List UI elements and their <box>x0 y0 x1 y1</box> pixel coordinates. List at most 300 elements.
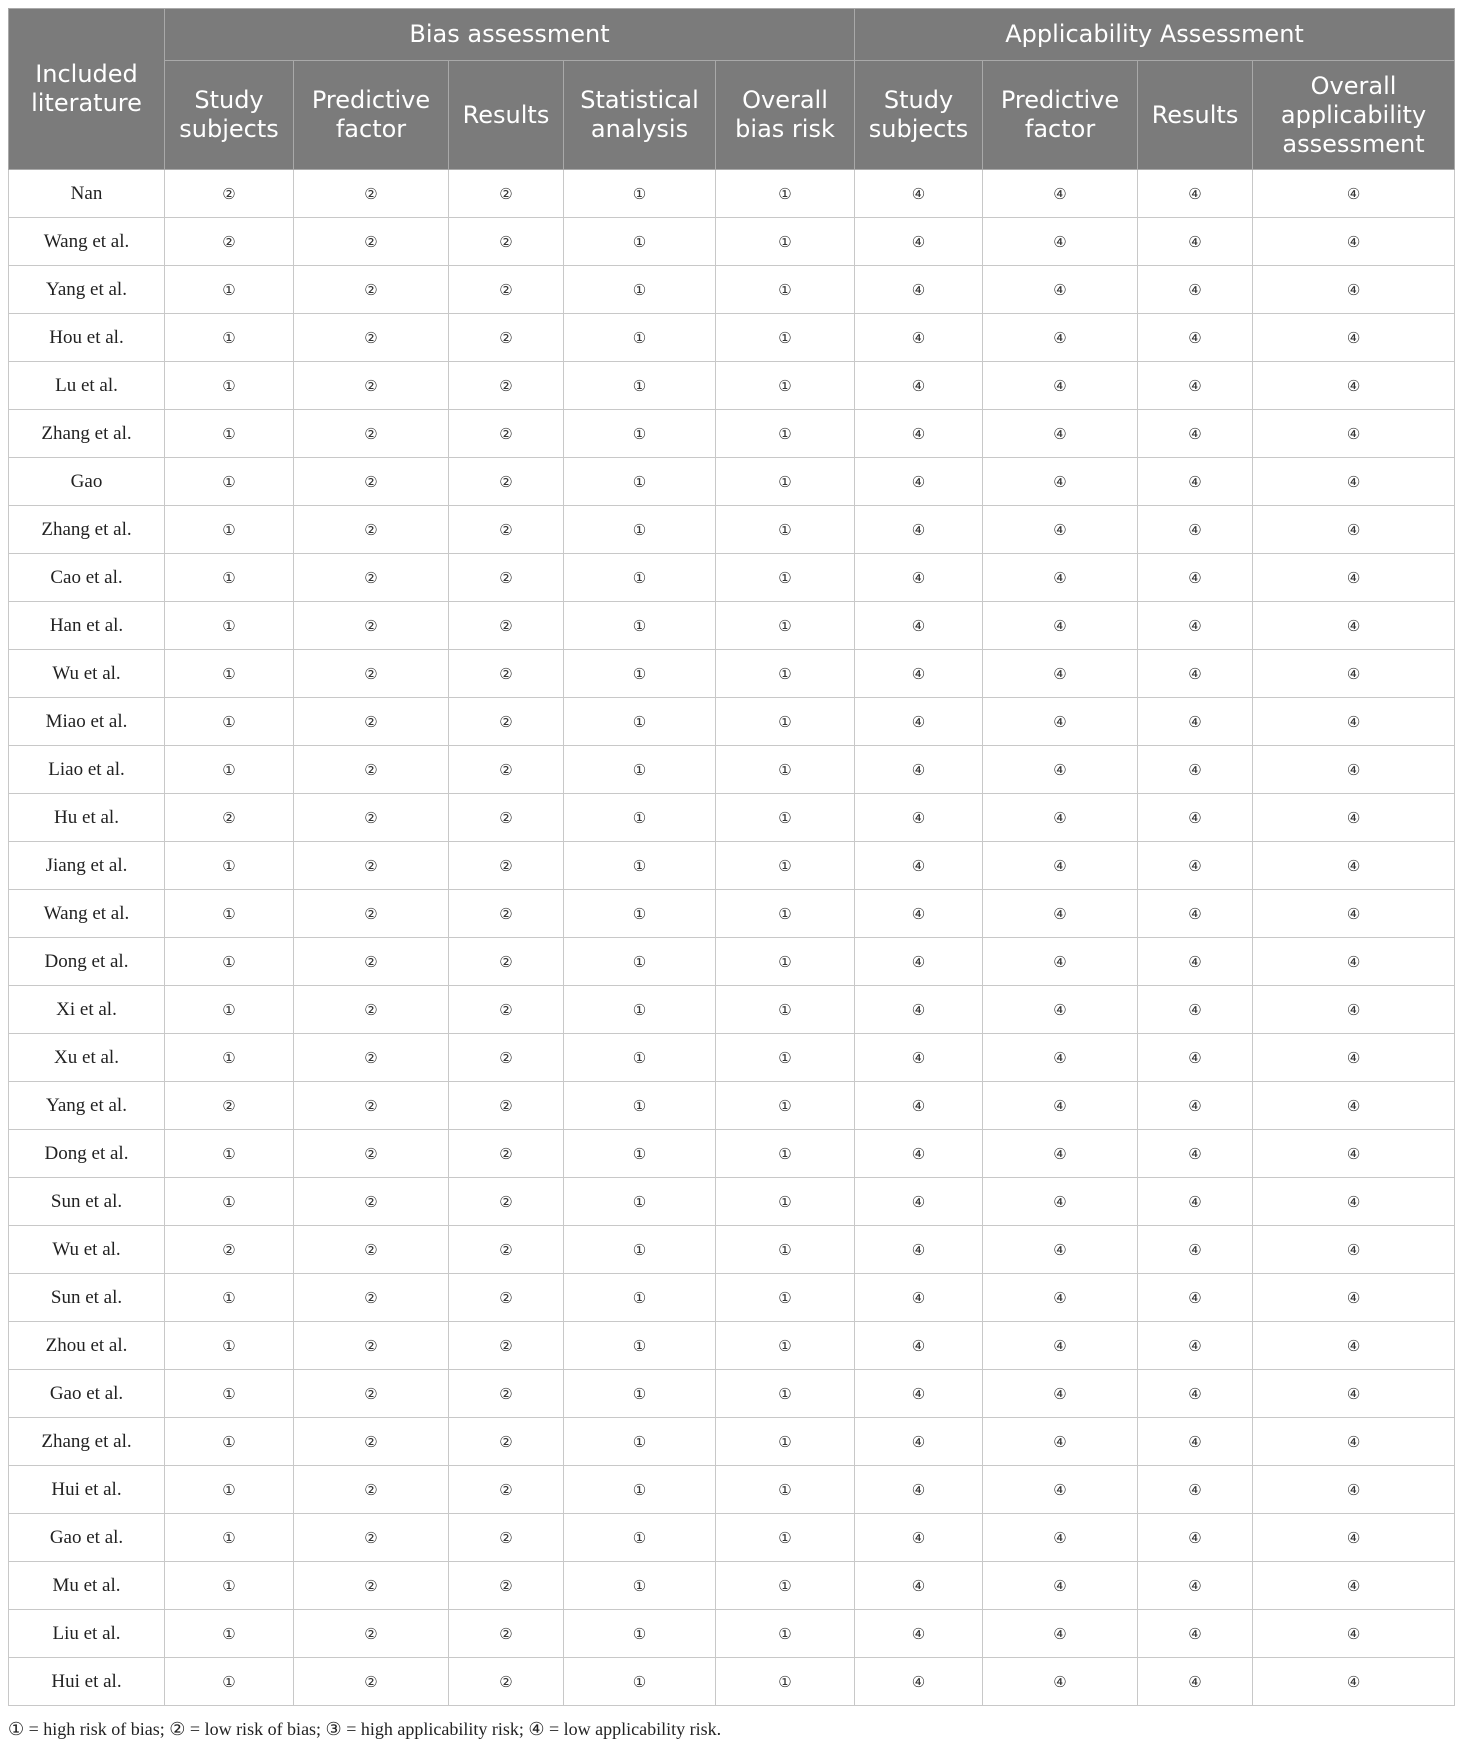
header-bias-predictive-factor: Predictive factor <box>294 61 449 170</box>
literature-cell: Cao et al. <box>9 554 165 602</box>
rating-cell: ④ <box>1138 1562 1253 1610</box>
literature-cell: Yang et al. <box>9 1082 165 1130</box>
literature-cell: Liu et al. <box>9 1610 165 1658</box>
rating-cell: ④ <box>1138 1274 1253 1322</box>
rating-cell: ① <box>564 890 716 938</box>
rating-cell: ④ <box>855 698 983 746</box>
rating-cell: ① <box>564 794 716 842</box>
rating-cell: ④ <box>983 554 1138 602</box>
rating-cell: ② <box>449 1466 564 1514</box>
table-row <box>9 458 1455 506</box>
rating-cell: ④ <box>1138 1514 1253 1562</box>
rating-cell: ② <box>449 890 564 938</box>
rating-cell: ② <box>449 986 564 1034</box>
table-row <box>9 218 1455 266</box>
rating-cell: ① <box>165 362 294 410</box>
header-app-results: Results <box>1138 61 1253 170</box>
rating-cell: ② <box>165 794 294 842</box>
table-row <box>9 746 1455 794</box>
rating-cell: ④ <box>1253 1226 1455 1274</box>
header-bias-results: Results <box>449 61 564 170</box>
rating-cell: ② <box>294 1322 449 1370</box>
rating-cell: ② <box>294 1130 449 1178</box>
rating-cell: ④ <box>1253 362 1455 410</box>
rating-cell: ④ <box>855 1370 983 1418</box>
rating-cell: ② <box>165 1226 294 1274</box>
rating-cell: ④ <box>1253 314 1455 362</box>
rating-cell: ① <box>564 1418 716 1466</box>
header-app-study-subjects: Study subjects <box>855 61 983 170</box>
rating-cell: ④ <box>1253 1274 1455 1322</box>
literature-cell: Gao et al. <box>9 1514 165 1562</box>
rating-cell: ④ <box>1253 1610 1455 1658</box>
rating-cell: ④ <box>983 1178 1138 1226</box>
rating-cell: ④ <box>1253 1562 1455 1610</box>
literature-cell: Wang et al. <box>9 890 165 938</box>
rating-cell: ② <box>294 890 449 938</box>
rating-cell: ④ <box>983 218 1138 266</box>
literature-cell: Dong et al. <box>9 938 165 986</box>
rating-cell: ④ <box>1138 266 1253 314</box>
header-included-literature: Included literature <box>9 9 165 170</box>
rating-cell: ① <box>564 410 716 458</box>
rating-cell: ② <box>449 746 564 794</box>
table-row <box>9 650 1455 698</box>
rating-cell: ④ <box>983 1370 1138 1418</box>
rating-cell: ① <box>165 650 294 698</box>
rating-cell: ④ <box>983 1418 1138 1466</box>
table-row <box>9 314 1455 362</box>
rating-cell: ② <box>449 938 564 986</box>
literature-cell: Zhang et al. <box>9 1418 165 1466</box>
rating-cell: ② <box>449 1370 564 1418</box>
literature-cell: Liao et al. <box>9 746 165 794</box>
rating-cell: ② <box>294 1514 449 1562</box>
rating-cell: ① <box>716 1370 855 1418</box>
rating-cell: ① <box>564 170 716 218</box>
rating-cell: ④ <box>855 314 983 362</box>
header-bias-overall-risk: Overall bias risk <box>716 61 855 170</box>
rating-cell: ① <box>165 1130 294 1178</box>
rating-cell: ② <box>294 170 449 218</box>
rating-cell: ④ <box>983 170 1138 218</box>
rating-cell: ① <box>716 362 855 410</box>
rating-cell: ④ <box>1138 698 1253 746</box>
rating-cell: ④ <box>1138 218 1253 266</box>
rating-cell: ④ <box>983 314 1138 362</box>
rating-cell: ④ <box>1253 1514 1455 1562</box>
rating-cell: ④ <box>983 1034 1138 1082</box>
rating-cell: ① <box>716 1562 855 1610</box>
rating-cell: ① <box>716 1226 855 1274</box>
rating-cell: ① <box>716 746 855 794</box>
rating-cell: ④ <box>1253 986 1455 1034</box>
rating-cell: ② <box>449 1418 564 1466</box>
rating-cell: ④ <box>855 746 983 794</box>
rating-cell: ① <box>564 1130 716 1178</box>
rating-cell: ④ <box>855 1034 983 1082</box>
rating-cell: ② <box>294 650 449 698</box>
rating-cell: ④ <box>855 362 983 410</box>
table-row <box>9 1034 1455 1082</box>
rating-cell: ② <box>449 1274 564 1322</box>
rating-cell: ② <box>449 1610 564 1658</box>
rating-cell: ② <box>294 458 449 506</box>
rating-cell: ① <box>716 1514 855 1562</box>
table-row <box>9 1610 1455 1658</box>
literature-cell: Hou et al. <box>9 314 165 362</box>
rating-cell: ① <box>165 1562 294 1610</box>
rating-cell: ④ <box>983 986 1138 1034</box>
header-bias-assessment: Bias assessment <box>165 9 855 61</box>
rating-cell: ① <box>564 458 716 506</box>
rating-cell: ① <box>716 458 855 506</box>
rating-cell: ② <box>294 362 449 410</box>
rating-cell: ④ <box>855 1466 983 1514</box>
rating-cell: ④ <box>983 1610 1138 1658</box>
literature-cell: Yang et al. <box>9 266 165 314</box>
rating-cell: ② <box>165 1082 294 1130</box>
literature-cell: Nan <box>9 170 165 218</box>
rating-cell: ④ <box>983 746 1138 794</box>
rating-cell: ① <box>165 458 294 506</box>
rating-cell: ④ <box>1253 1178 1455 1226</box>
rating-cell: ② <box>294 1082 449 1130</box>
rating-cell: ① <box>165 986 294 1034</box>
rating-cell: ② <box>449 554 564 602</box>
rating-cell: ④ <box>1253 1466 1455 1514</box>
rating-cell: ① <box>716 890 855 938</box>
table-row <box>9 938 1455 986</box>
rating-cell: ① <box>716 1418 855 1466</box>
rating-cell: ① <box>716 602 855 650</box>
table-row <box>9 1658 1455 1706</box>
table-row <box>9 794 1455 842</box>
rating-cell: ② <box>449 1034 564 1082</box>
rating-cell: ① <box>716 314 855 362</box>
rating-cell: ② <box>294 746 449 794</box>
rating-cell: ④ <box>983 698 1138 746</box>
literature-cell: Wu et al. <box>9 1226 165 1274</box>
rating-cell: ② <box>294 698 449 746</box>
rating-cell: ④ <box>855 410 983 458</box>
rating-cell: ① <box>564 1034 716 1082</box>
rating-cell: ② <box>294 1370 449 1418</box>
table-row <box>9 986 1455 1034</box>
rating-cell: ② <box>449 362 564 410</box>
rating-cell: ① <box>716 1658 855 1706</box>
rating-cell: ④ <box>855 266 983 314</box>
rating-cell: ④ <box>855 1082 983 1130</box>
rating-cell: ④ <box>855 1418 983 1466</box>
rating-cell: ④ <box>1138 362 1253 410</box>
rating-cell: ④ <box>855 1322 983 1370</box>
rating-cell: ① <box>165 698 294 746</box>
rating-cell: ① <box>564 1466 716 1514</box>
header-bias-study-subjects: Study subjects <box>165 61 294 170</box>
table-row <box>9 266 1455 314</box>
rating-cell: ④ <box>1138 794 1253 842</box>
rating-cell: ② <box>449 1322 564 1370</box>
rating-cell: ① <box>165 1370 294 1418</box>
rating-cell: ① <box>564 602 716 650</box>
rating-cell: ② <box>294 794 449 842</box>
rating-cell: ② <box>449 842 564 890</box>
rating-cell: ④ <box>1253 1130 1455 1178</box>
table-row <box>9 890 1455 938</box>
rating-cell: ① <box>165 1466 294 1514</box>
rating-cell: ④ <box>855 986 983 1034</box>
rating-cell: ① <box>165 1178 294 1226</box>
literature-cell: Zhou et al. <box>9 1322 165 1370</box>
rating-cell: ④ <box>1138 1418 1253 1466</box>
rating-cell: ④ <box>1138 650 1253 698</box>
rating-cell: ① <box>564 1274 716 1322</box>
rating-cell: ④ <box>1253 554 1455 602</box>
literature-cell: Gao et al. <box>9 1370 165 1418</box>
rating-cell: ④ <box>983 1130 1138 1178</box>
rating-cell: ④ <box>1138 1130 1253 1178</box>
rating-cell: ① <box>165 602 294 650</box>
header-app-predictive-factor: Predictive factor <box>983 61 1138 170</box>
rating-cell: ② <box>294 266 449 314</box>
literature-cell: Miao et al. <box>9 698 165 746</box>
rating-cell: ② <box>294 410 449 458</box>
rating-cell: ④ <box>855 1562 983 1610</box>
table-row <box>9 842 1455 890</box>
rating-cell: ② <box>165 218 294 266</box>
rating-cell: ④ <box>1253 1418 1455 1466</box>
rating-cell: ① <box>716 650 855 698</box>
rating-cell: ④ <box>983 602 1138 650</box>
rating-cell: ④ <box>855 938 983 986</box>
rating-cell: ④ <box>983 1226 1138 1274</box>
literature-cell: Hui et al. <box>9 1466 165 1514</box>
rating-cell: ① <box>564 218 716 266</box>
rating-cell: ④ <box>1253 218 1455 266</box>
rating-cell: ① <box>564 1562 716 1610</box>
rating-cell: ① <box>165 506 294 554</box>
rating-cell: ② <box>449 266 564 314</box>
rating-cell: ④ <box>983 650 1138 698</box>
rating-cell: ④ <box>1253 506 1455 554</box>
rating-cell: ① <box>716 506 855 554</box>
table-row <box>9 1370 1455 1418</box>
rating-cell: ④ <box>1138 554 1253 602</box>
rating-cell: ① <box>564 506 716 554</box>
rating-cell: ① <box>165 266 294 314</box>
rating-cell: ② <box>449 602 564 650</box>
rating-cell: ④ <box>855 506 983 554</box>
literature-cell: Xu et al. <box>9 1034 165 1082</box>
rating-cell: ② <box>294 1418 449 1466</box>
rating-cell: ② <box>294 1466 449 1514</box>
literature-cell: Wu et al. <box>9 650 165 698</box>
rating-cell: ② <box>294 554 449 602</box>
rating-cell: ② <box>449 650 564 698</box>
rating-cell: ② <box>449 410 564 458</box>
rating-cell: ④ <box>983 1514 1138 1562</box>
literature-cell: Zhang et al. <box>9 506 165 554</box>
rating-cell: ④ <box>983 842 1138 890</box>
rating-cell: ④ <box>1138 506 1253 554</box>
rating-cell: ① <box>564 746 716 794</box>
rating-cell: ① <box>165 842 294 890</box>
rating-cell: ① <box>716 794 855 842</box>
table-row <box>9 506 1455 554</box>
rating-cell: ④ <box>983 1274 1138 1322</box>
rating-cell: ① <box>564 554 716 602</box>
table-row <box>9 170 1455 218</box>
table-row <box>9 698 1455 746</box>
rating-cell: ④ <box>1138 1370 1253 1418</box>
rating-cell: ① <box>165 410 294 458</box>
rating-cell: ④ <box>1253 1658 1455 1706</box>
rating-cell: ② <box>449 794 564 842</box>
rating-cell: ① <box>564 1658 716 1706</box>
rating-cell: ④ <box>855 218 983 266</box>
table-row <box>9 1226 1455 1274</box>
rating-cell: ① <box>716 1322 855 1370</box>
rating-cell: ① <box>165 1658 294 1706</box>
rating-cell: ① <box>165 746 294 794</box>
rating-cell: ④ <box>1138 1610 1253 1658</box>
table-row <box>9 1514 1455 1562</box>
rating-cell: ④ <box>983 1082 1138 1130</box>
rating-cell: ② <box>449 1130 564 1178</box>
rating-cell: ④ <box>855 458 983 506</box>
table-row <box>9 602 1455 650</box>
rating-cell: ① <box>716 170 855 218</box>
rating-cell: ① <box>165 938 294 986</box>
rating-cell: ④ <box>855 650 983 698</box>
rating-cell: ② <box>449 506 564 554</box>
rating-cell: ④ <box>1253 266 1455 314</box>
assessment-table <box>8 8 1455 1706</box>
rating-cell: ④ <box>1253 1370 1455 1418</box>
rating-cell: ② <box>294 602 449 650</box>
literature-cell: Hu et al. <box>9 794 165 842</box>
rating-cell: ① <box>716 698 855 746</box>
rating-cell: ④ <box>983 938 1138 986</box>
rating-cell: ① <box>564 1226 716 1274</box>
rating-cell: ④ <box>1138 890 1253 938</box>
literature-cell: Han et al. <box>9 602 165 650</box>
rating-cell: ① <box>165 1418 294 1466</box>
table-row <box>9 554 1455 602</box>
rating-cell: ② <box>449 1514 564 1562</box>
rating-cell: ② <box>449 170 564 218</box>
rating-cell: ④ <box>1253 1034 1455 1082</box>
literature-cell: Jiang et al. <box>9 842 165 890</box>
table-row <box>9 362 1455 410</box>
rating-cell: ① <box>716 554 855 602</box>
table-footnote: ① = high risk of bias; ② = low risk of bias; ③ = high applicability risk; ④ = low applicability risk. <box>8 1719 722 1739</box>
rating-cell: ④ <box>983 1466 1138 1514</box>
literature-cell: Mu et al. <box>9 1562 165 1610</box>
rating-cell: ② <box>294 1610 449 1658</box>
rating-cell: ① <box>564 1610 716 1658</box>
rating-cell: ② <box>294 314 449 362</box>
rating-cell: ① <box>564 1322 716 1370</box>
rating-cell: ④ <box>1138 1466 1253 1514</box>
rating-cell: ④ <box>1253 794 1455 842</box>
rating-cell: ① <box>564 986 716 1034</box>
literature-cell: Xi et al. <box>9 986 165 1034</box>
header-applicability-assessment: Applicability Assessment <box>855 9 1455 61</box>
rating-cell: ① <box>165 1274 294 1322</box>
rating-cell: ① <box>564 314 716 362</box>
literature-cell: Lu et al. <box>9 362 165 410</box>
rating-cell: ④ <box>1138 938 1253 986</box>
literature-cell: Zhang et al. <box>9 410 165 458</box>
rating-cell: ④ <box>855 602 983 650</box>
rating-cell: ④ <box>1138 1658 1253 1706</box>
rating-cell: ④ <box>1138 1082 1253 1130</box>
rating-cell: ④ <box>1253 650 1455 698</box>
rating-cell: ④ <box>983 362 1138 410</box>
rating-cell: ② <box>294 1178 449 1226</box>
rating-cell: ④ <box>983 794 1138 842</box>
rating-cell: ④ <box>1253 458 1455 506</box>
rating-cell: ② <box>294 1658 449 1706</box>
rating-cell: ① <box>165 890 294 938</box>
rating-cell: ④ <box>1138 1034 1253 1082</box>
rating-cell: ④ <box>1138 1226 1253 1274</box>
rating-cell: ② <box>449 1226 564 1274</box>
rating-cell: ② <box>449 458 564 506</box>
rating-cell: ④ <box>1253 698 1455 746</box>
table-row <box>9 410 1455 458</box>
rating-cell: ① <box>165 1322 294 1370</box>
rating-cell: ① <box>564 1370 716 1418</box>
rating-cell: ④ <box>855 1658 983 1706</box>
table-row <box>9 1562 1455 1610</box>
rating-cell: ① <box>165 1034 294 1082</box>
rating-cell: ① <box>165 554 294 602</box>
header-bias-statistical-analysis: Statistical analysis <box>564 61 716 170</box>
rating-cell: ① <box>716 1274 855 1322</box>
rating-cell: ② <box>294 506 449 554</box>
rating-cell: ② <box>294 842 449 890</box>
rating-cell: ① <box>564 1082 716 1130</box>
rating-cell: ① <box>716 410 855 458</box>
rating-cell: ① <box>165 1610 294 1658</box>
rating-cell: ④ <box>983 458 1138 506</box>
rating-cell: ④ <box>983 410 1138 458</box>
rating-cell: ① <box>716 938 855 986</box>
rating-cell: ① <box>564 1178 716 1226</box>
assessment-table-container <box>8 8 1454 1706</box>
rating-cell: ① <box>716 1610 855 1658</box>
rating-cell: ① <box>165 314 294 362</box>
rating-cell: ④ <box>1138 1322 1253 1370</box>
rating-cell: ② <box>294 218 449 266</box>
table-row <box>9 1322 1455 1370</box>
table-row <box>9 1178 1455 1226</box>
rating-cell: ④ <box>983 1562 1138 1610</box>
rating-cell: ② <box>449 218 564 266</box>
rating-cell: ② <box>294 986 449 1034</box>
rating-cell: ① <box>564 650 716 698</box>
rating-cell: ④ <box>855 1514 983 1562</box>
rating-cell: ④ <box>1138 314 1253 362</box>
rating-cell: ② <box>294 1274 449 1322</box>
rating-cell: ② <box>294 938 449 986</box>
rating-cell: ④ <box>855 1610 983 1658</box>
rating-cell: ④ <box>1253 890 1455 938</box>
rating-cell: ④ <box>983 1658 1138 1706</box>
